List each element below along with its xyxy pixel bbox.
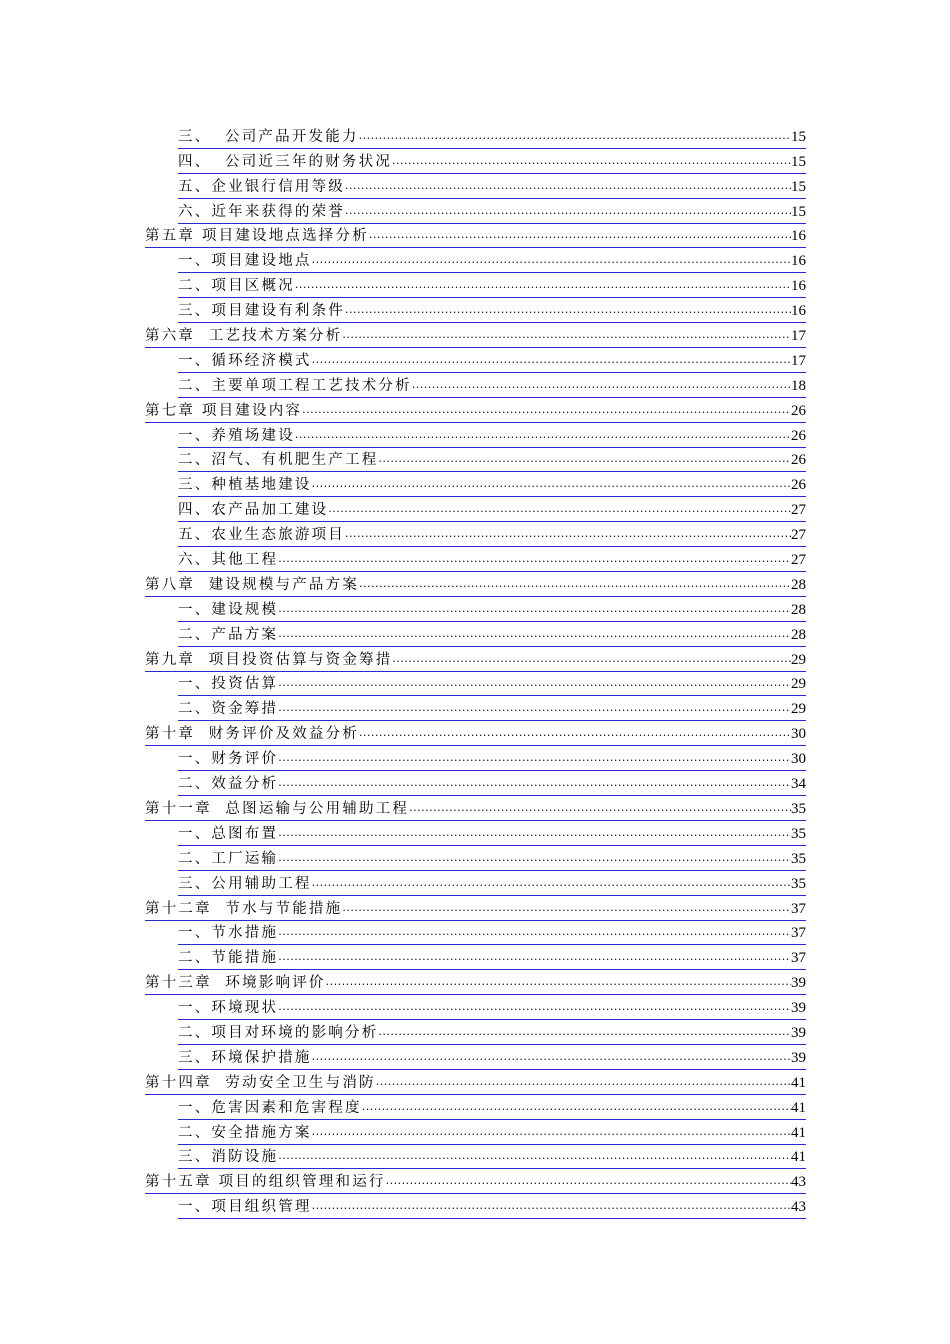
toc-chapter-entry[interactable] (145, 796, 806, 821)
toc-dot-leader (302, 400, 791, 422)
toc-entry-title: 二、项目对环境的影响分析 (178, 1024, 379, 1041)
toc-dot-leader (312, 873, 791, 895)
toc-page-number: 29 (791, 651, 806, 668)
toc-dot-leader (278, 997, 791, 1019)
toc-dot-leader (295, 275, 791, 297)
toc-dot-leader (409, 798, 791, 820)
toc-chapter-entry[interactable] (145, 1169, 806, 1194)
toc-page-number: 27 (791, 552, 806, 569)
toc-dot-leader (369, 225, 791, 247)
toc-entry-title: 第十五章 项目的组织管理和运行 (145, 1174, 386, 1191)
toc-dot-leader (278, 673, 791, 695)
toc-entry-title: 三、项目建设有利条件 (178, 303, 345, 320)
toc-page-number: 28 (791, 601, 806, 618)
toc-page-number: 35 (791, 825, 806, 842)
toc-entry-title: 二、沼气、有机肥生产工程 (178, 452, 379, 469)
toc-dot-leader (295, 425, 791, 447)
toc-dot-leader (278, 947, 791, 969)
toc-entry-title: 第十二章 节水与节能措施 (145, 900, 343, 917)
toc-entry-title: 第六章 工艺技术方案分析 (145, 328, 343, 345)
toc-section-entry[interactable] (178, 622, 806, 647)
toc-section-entry[interactable] (178, 672, 806, 697)
toc-entry-title: 六、其他工程 (178, 552, 279, 569)
toc-page-number: 17 (791, 328, 806, 345)
toc-page-number: 29 (791, 676, 806, 693)
toc-entry-title: 三、种植基地建设 (178, 477, 312, 494)
toc-page-number: 29 (791, 701, 806, 718)
toc-section-entry[interactable] (178, 248, 806, 273)
toc-entry-title: 二、资金筹措 (178, 701, 279, 718)
toc-dot-leader (345, 201, 791, 223)
toc-entry-title: 三、消防设施 (178, 1149, 279, 1166)
toc-entry-title: 第七章 项目建设内容 (145, 402, 303, 419)
toc-dot-leader (278, 549, 791, 571)
toc-page-number: 16 (791, 303, 806, 320)
toc-page-number: 37 (791, 900, 806, 917)
toc-chapter-entry[interactable] (145, 224, 806, 249)
toc-section-entry[interactable] (178, 199, 806, 224)
toc-section-entry[interactable] (178, 597, 806, 622)
toc-dot-leader (278, 773, 791, 795)
toc-entry-title: 一、循环经济模式 (178, 352, 312, 369)
toc-entry-title: 二、安全措施方案 (178, 1124, 312, 1141)
toc-entry-title: 一、项目组织管理 (178, 1199, 312, 1216)
toc-dot-leader (378, 449, 791, 471)
toc-dot-leader (326, 972, 791, 994)
toc-dot-leader (392, 151, 791, 173)
toc-entry-title: 一、项目建设地点 (178, 253, 312, 270)
toc-dot-leader (359, 723, 791, 745)
toc-entry-title: 二、产品方案 (178, 626, 279, 643)
toc-page-number: 41 (791, 1074, 806, 1091)
toc-chapter-entry[interactable] (145, 970, 806, 995)
toc-section-entry[interactable] (178, 771, 806, 796)
toc-dot-leader (278, 599, 791, 621)
toc-chapter-entry[interactable] (145, 572, 806, 597)
toc-dot-leader (359, 126, 791, 148)
toc-page-number: 39 (791, 975, 806, 992)
toc-dot-leader (278, 922, 791, 944)
toc-entry-title: 第八章 建设规模与产品方案 (145, 576, 360, 593)
toc-page-number: 15 (791, 178, 806, 195)
toc-entry-title: 四、农产品加工建设 (178, 502, 329, 519)
toc-dot-leader (278, 624, 791, 646)
toc-section-entry[interactable] (178, 821, 806, 846)
toc-dot-leader (392, 649, 791, 671)
toc-section-entry[interactable] (178, 522, 806, 547)
toc-page-number: 43 (791, 1199, 806, 1216)
toc-section-entry[interactable] (178, 423, 806, 448)
toc-chapter-entry[interactable] (145, 398, 806, 423)
toc-page-number: 26 (791, 402, 806, 419)
toc-entry-title: 第十一章 总图运输与公用辅助工程 (145, 800, 410, 817)
toc-dot-leader (312, 350, 791, 372)
toc-page-number: 15 (791, 128, 806, 145)
toc-page-number: 28 (791, 576, 806, 593)
toc-dot-leader (312, 1047, 791, 1069)
toc-entry-title: 二、项目区概况 (178, 278, 295, 295)
toc-page-number: 34 (791, 776, 806, 793)
toc-page-number: 35 (791, 875, 806, 892)
toc-dot-leader (345, 176, 791, 198)
toc-page-number: 17 (791, 352, 806, 369)
toc-page-number: 26 (791, 452, 806, 469)
toc-entry-title: 五、企业银行信用等级 (178, 178, 345, 195)
toc-page-number: 37 (791, 950, 806, 967)
toc-dot-leader (412, 375, 791, 397)
toc-section-entry[interactable] (178, 921, 806, 946)
toc-dot-leader (386, 1171, 791, 1193)
toc-entry-title: 第五章 项目建设地点选择分析 (145, 228, 369, 245)
toc-dot-leader (345, 524, 791, 546)
toc-dot-leader (345, 300, 791, 322)
toc-dot-leader (376, 1072, 791, 1094)
toc-section-entry[interactable] (178, 1120, 806, 1145)
toc-page-number: 18 (791, 377, 806, 394)
toc-dot-leader (312, 1196, 791, 1218)
toc-entry-title: 四、 公司近三年的财务状况 (178, 153, 393, 170)
toc-section-entry[interactable] (178, 373, 806, 398)
toc-entry-title: 一、节水措施 (178, 925, 279, 942)
toc-dot-leader (312, 474, 791, 496)
toc-dot-leader (362, 1097, 791, 1119)
toc-section-entry[interactable] (178, 871, 806, 896)
toc-section-entry[interactable] (178, 547, 806, 572)
toc-dot-leader (278, 698, 791, 720)
toc-section-entry[interactable] (178, 1145, 806, 1170)
toc-dot-leader (312, 1122, 791, 1144)
toc-entry-title: 二、工厂运输 (178, 850, 279, 867)
toc-section-entry[interactable] (178, 149, 806, 174)
toc-page-number: 16 (791, 278, 806, 295)
toc-entry-title: 二、效益分析 (178, 776, 279, 793)
toc-section-entry[interactable] (178, 945, 806, 970)
toc-section-entry[interactable] (178, 1095, 806, 1120)
toc-section-entry[interactable] (178, 348, 806, 373)
toc-chapter-entry[interactable] (145, 1070, 806, 1095)
toc-page-number: 37 (791, 925, 806, 942)
toc-page-number: 39 (791, 1024, 806, 1041)
toc-chapter-entry[interactable] (145, 323, 806, 348)
toc-dot-leader (359, 574, 791, 596)
toc-dot-leader (278, 1146, 791, 1168)
toc-page-number: 39 (791, 1049, 806, 1066)
toc-entry-title: 二、节能措施 (178, 950, 279, 967)
toc-page-number: 28 (791, 626, 806, 643)
toc-page-number: 16 (791, 228, 806, 245)
toc-section-entry[interactable] (178, 174, 806, 199)
toc-section-entry[interactable] (178, 124, 806, 149)
toc-page-number: 15 (791, 153, 806, 170)
toc-chapter-entry[interactable] (145, 647, 806, 672)
toc-chapter-entry[interactable] (145, 721, 806, 746)
toc-section-entry[interactable] (178, 995, 806, 1020)
toc-entry-title: 二、主要单项工程工艺技术分析 (178, 377, 412, 394)
toc-page-number: 30 (791, 726, 806, 743)
toc-section-entry[interactable] (178, 696, 806, 721)
toc-section-entry[interactable] (178, 472, 806, 497)
toc-page-number: 27 (791, 527, 806, 544)
toc-section-entry[interactable] (178, 1020, 806, 1045)
toc-entry-title: 一、环境现状 (178, 1000, 279, 1017)
toc-page-number: 43 (791, 1174, 806, 1191)
toc-section-entry[interactable] (178, 497, 806, 522)
toc-section-entry[interactable] (178, 846, 806, 871)
toc-entry-title: 三、 公司产品开发能力 (178, 128, 359, 145)
toc-page-number: 35 (791, 800, 806, 817)
toc-page-number: 39 (791, 1000, 806, 1017)
toc-section-entry[interactable] (178, 1045, 806, 1070)
toc-entry-title: 一、建设规模 (178, 601, 279, 618)
toc-entry-title: 一、财务评价 (178, 751, 279, 768)
toc-page-number: 41 (791, 1124, 806, 1141)
toc-page-number: 16 (791, 253, 806, 270)
toc-entry-title: 第十四章 劳动安全卫生与消防 (145, 1074, 376, 1091)
table-of-contents (0, 124, 950, 1219)
toc-entry-title: 一、养殖场建设 (178, 427, 295, 444)
toc-entry-title: 三、环境保护措施 (178, 1049, 312, 1066)
toc-entry-title: 第九章 项目投资估算与资金筹措 (145, 651, 393, 668)
toc-section-entry[interactable] (178, 273, 806, 298)
toc-dot-leader (342, 325, 791, 347)
toc-dot-leader (378, 1022, 791, 1044)
toc-dot-leader (278, 748, 791, 770)
toc-page-number: 27 (791, 502, 806, 519)
toc-page-number: 41 (791, 1099, 806, 1116)
toc-entry-title: 第十章 财务评价及效益分析 (145, 726, 360, 743)
toc-dot-leader (342, 898, 791, 920)
toc-dot-leader (328, 499, 791, 521)
toc-page-number: 41 (791, 1149, 806, 1166)
toc-dot-leader (312, 250, 791, 272)
toc-page-number: 26 (791, 427, 806, 444)
toc-entry-title: 三、公用辅助工程 (178, 875, 312, 892)
toc-entry-title: 六、近年来获得的荣誉 (178, 203, 345, 220)
toc-dot-leader (278, 848, 791, 870)
toc-page-number: 35 (791, 850, 806, 867)
toc-page-number: 26 (791, 477, 806, 494)
toc-entry-title: 第十三章 环境影响评价 (145, 975, 326, 992)
toc-page-number: 15 (791, 203, 806, 220)
toc-section-entry[interactable] (178, 746, 806, 771)
toc-section-entry[interactable] (178, 448, 806, 473)
toc-entry-title: 五、农业生态旅游项目 (178, 527, 345, 544)
toc-dot-leader (278, 823, 791, 845)
toc-section-entry[interactable] (178, 1194, 806, 1219)
toc-entry-title: 一、危害因素和危害程度 (178, 1099, 362, 1116)
toc-chapter-entry[interactable] (145, 896, 806, 921)
toc-page-number: 30 (791, 751, 806, 768)
toc-entry-title: 一、总图布置 (178, 825, 279, 842)
toc-section-entry[interactable] (178, 298, 806, 323)
toc-entry-title: 一、投资估算 (178, 676, 279, 693)
